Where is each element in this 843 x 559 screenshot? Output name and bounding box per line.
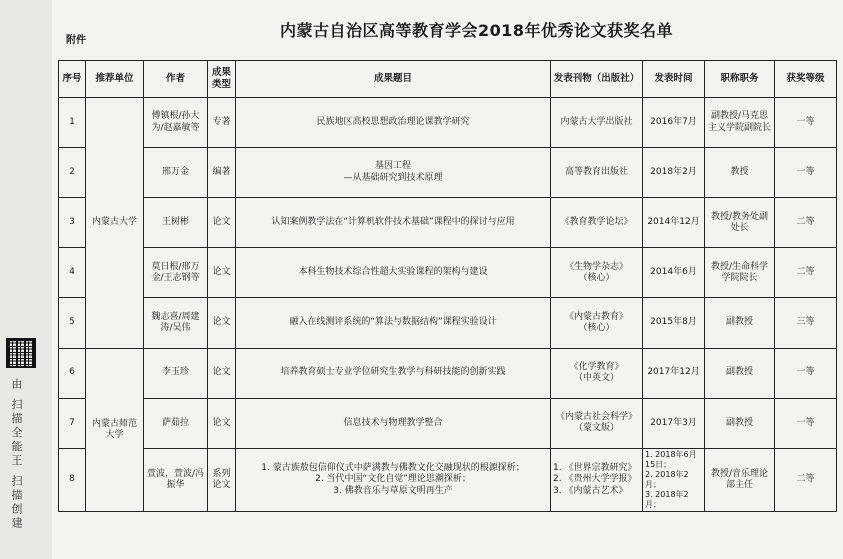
table-row [59, 298, 837, 348]
grade-cell: 二等 [775, 448, 837, 511]
author-cell: 傅镇根/孙大为/赵嘉敏等 [144, 98, 208, 148]
award-table [58, 60, 837, 512]
row-no: 4 [59, 248, 86, 298]
table-row [59, 448, 837, 511]
position-cell: 副教授 [705, 398, 775, 448]
topic-cell [236, 148, 551, 198]
author-cell: 王树彬 [144, 198, 208, 248]
type-cell: 论文 [208, 298, 236, 348]
col-header-topic: 成果题目 [236, 61, 551, 98]
topic-cell: 融入在线测评系统的“算法与数据结构”课程实验设计 [236, 298, 551, 348]
position-cell: 教授/音乐理论部主任 [705, 448, 775, 511]
date-cell: 2015年8月 [643, 298, 705, 348]
author-cell: 莫日根/邢万金/王志钢等 [144, 248, 208, 298]
topic-line: 2. 当代中国“文化自觉”理论思潮探析； [315, 474, 471, 485]
row-no: 6 [59, 348, 86, 398]
publisher-cell [551, 348, 643, 398]
col-header-date: 发表时间 [643, 61, 705, 98]
unit-cell: 内蒙古大学 [86, 98, 144, 349]
col-header-grade: 获奖等级 [775, 61, 837, 98]
row-no: 8 [59, 448, 86, 511]
table-row [59, 198, 837, 248]
type-cell: 系列论文 [208, 448, 236, 511]
position-cell: 教授/生命科学学院院长 [705, 248, 775, 298]
date-cell: 2018年2月 [643, 148, 705, 198]
date-cell: 2016年7月 [643, 98, 705, 148]
row-no: 2 [59, 148, 86, 198]
col-header-no: 序号 [59, 61, 86, 98]
grade-cell: 一等 [775, 148, 837, 198]
topic-main: 基因工程 [374, 161, 411, 172]
date-cell: 2014年6月 [643, 248, 705, 298]
publisher-cell: 高等教育出版社 [551, 148, 643, 198]
publisher-cell: 内蒙古大学出版社 [551, 98, 643, 148]
author-cell: 萨茹拉 [144, 398, 208, 448]
col-header-type: 成果类型 [208, 61, 236, 98]
row-no: 3 [59, 198, 86, 248]
publisher-main: 《内蒙古教育》 [564, 311, 628, 322]
grade-cell: 一等 [775, 98, 837, 148]
grade-cell: 一等 [775, 398, 837, 448]
publisher-main: 《生物学杂志》 [564, 261, 628, 272]
position-cell: 教授/教务处副处长 [705, 198, 775, 248]
row-no: 7 [59, 398, 86, 448]
publisher-cell [551, 448, 643, 511]
author-cell: 邢万金 [144, 148, 208, 198]
publisher-cell [551, 298, 643, 348]
table-header-row [59, 61, 837, 98]
type-cell: 论文 [208, 348, 236, 398]
topic-line: 1. 蒙古族敖包信仰仪式中萨满教与佛教文化交融现状的根源探析； [261, 463, 525, 473]
date-cell: 2014年12月 [643, 198, 705, 248]
unit-cell: 内蒙古师范大学 [86, 348, 144, 511]
topic-cell: 民族地区高校思想政治理论课教学研究 [236, 98, 551, 148]
topic-cell: 培养教育硕士专业学位研究生教学与科研技能的创新实践 [236, 348, 551, 398]
author-cell: 萱波，萱波/冯振华 [144, 448, 208, 511]
scanner-watermark: 由 扫描全能王 扫描创建 [10, 378, 23, 531]
topic-cell: 本科生物技术综合性超大实验课程的架构与建设 [236, 248, 551, 298]
type-cell: 论文 [208, 398, 236, 448]
table-row [59, 348, 837, 398]
publisher-line: 1. 《世界宗教研究》 [553, 463, 637, 473]
publisher-cell [551, 398, 643, 448]
publisher-note: （蒙文版） [573, 423, 619, 434]
publisher-line: 2. 《贵州大学学报》 [553, 474, 637, 485]
date-line: 1. 2018年6月15日； [645, 449, 697, 469]
grade-cell: 二等 [775, 248, 837, 298]
grade-cell: 三等 [775, 298, 837, 348]
publisher-note: （中英文） [573, 373, 619, 384]
grade-cell: 二等 [775, 198, 837, 248]
position-cell: 副教授/马克思主义学院副院长 [705, 98, 775, 148]
col-header-position: 职称职务 [705, 61, 775, 98]
publisher-main: 《内蒙古社会科学》 [555, 411, 637, 422]
publisher-main: 《化学教育》 [569, 361, 624, 372]
position-cell: 副教授 [705, 298, 775, 348]
table-row [59, 148, 837, 198]
row-no: 5 [59, 298, 86, 348]
grade-cell: 一等 [775, 348, 837, 398]
topic-line: 3. 佛教音乐与草原文明再生产 [333, 485, 453, 496]
type-cell: 专著 [208, 98, 236, 148]
date-cell: 2017年3月 [643, 398, 705, 448]
type-cell: 论文 [208, 248, 236, 298]
publisher-line: 3. 《内蒙古艺术》 [553, 485, 628, 496]
publisher-cell [551, 248, 643, 298]
topic-cell: 认知案例教学法在“计算机软件技术基础”课程中的探讨与应用 [236, 198, 551, 248]
date-line: 2. 2018年2月； [645, 469, 689, 489]
author-cell: 李玉珍 [144, 348, 208, 398]
col-header-unit: 推荐单位 [86, 61, 144, 98]
author-cell: 魏志喜/周建涛/吴伟 [144, 298, 208, 348]
date-line: 3. 2018年2月； [645, 489, 689, 509]
type-cell: 论文 [208, 198, 236, 248]
table-row [59, 398, 837, 448]
date-cell [643, 448, 705, 511]
publisher-note: （核心） [578, 272, 615, 283]
topic-subtitle: —从基础研究到技术原理 [343, 172, 443, 183]
publisher-cell: 《教育教学论坛》 [551, 198, 643, 248]
date-cell: 2017年12月 [643, 348, 705, 398]
type-cell: 编著 [208, 148, 236, 198]
col-header-author: 作者 [144, 61, 208, 98]
col-header-publisher: 发表刊物（出版社） [551, 61, 643, 98]
page-title: 内蒙古自治区高等教育学会2018年优秀论文获奖名单 [280, 21, 674, 40]
table-row [59, 248, 837, 298]
table-row [59, 98, 837, 148]
topic-cell: 信息技术与物理教学整合 [236, 398, 551, 448]
position-cell: 副教授 [705, 348, 775, 398]
publisher-note: （核心） [578, 322, 615, 333]
topic-cell [236, 448, 551, 511]
row-no: 1 [59, 98, 86, 148]
position-cell: 教授 [705, 148, 775, 198]
qr-code-icon [6, 338, 36, 368]
attachment-label: 附件 [66, 35, 86, 46]
